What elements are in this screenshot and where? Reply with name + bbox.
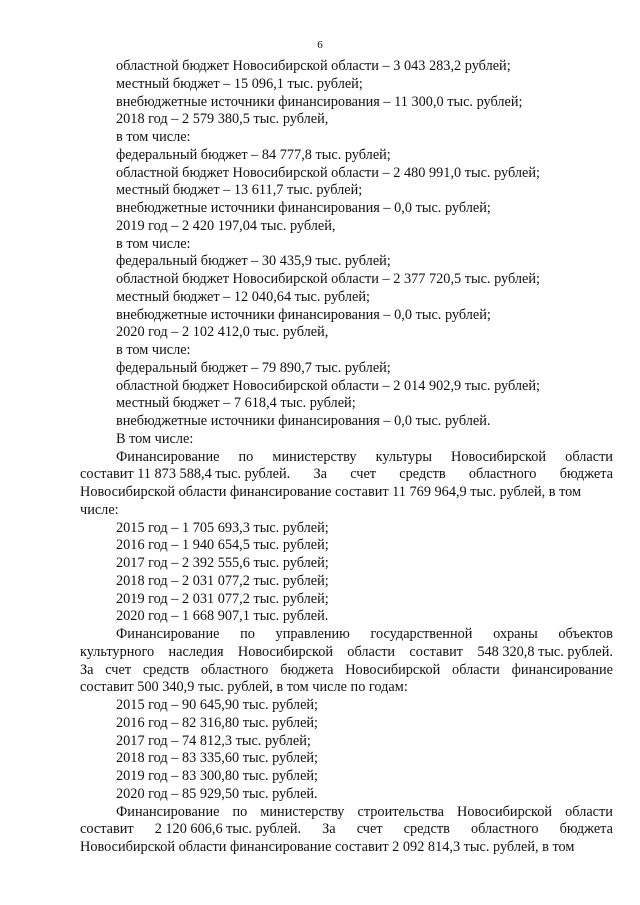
heritage-line-2: культурного наследия Новосибирской области составит 548 320,8 тыс. рублей. bbox=[80, 643, 613, 660]
heritage-funding-paragraph bbox=[80, 626, 613, 804]
heritage-line-4: составит 500 340,9 тыс. рублей, в том числе по годам: bbox=[80, 679, 408, 696]
heritage-year-line: 2017 год – 74 812,3 тыс. рублей; bbox=[116, 732, 311, 749]
construction-line-3: Новосибирской области финансирование составит 2 092 814,3 тыс. рублей, в том bbox=[80, 839, 575, 855]
page-number: 6 bbox=[317, 39, 323, 51]
construction-line-1: Финансирование по министерству строительства Новосибирской области bbox=[116, 803, 613, 820]
budget-line: В том числе: bbox=[116, 430, 194, 447]
budget-line: в том числе: bbox=[116, 235, 191, 252]
culture-year-line: 2018 год – 2 031 077,2 тыс. рублей; bbox=[116, 572, 329, 589]
budget-line: 2018 год – 2 579 380,5 тыс. рублей, bbox=[116, 111, 329, 128]
culture-year-line: 2020 год – 1 668 907,1 тыс. рублей. bbox=[116, 608, 329, 625]
culture-line-2: составит 11 873 588,4 тыс. рублей. За счет средств областного бюджета bbox=[80, 466, 613, 483]
budget-line: федеральный бюджет – 84 777,8 тыс. рублей; bbox=[116, 146, 391, 163]
construction-line-2: составит 2 120 606,6 тыс. рублей. За счет средств областного бюджета bbox=[80, 821, 613, 838]
budget-line: в том числе: bbox=[116, 342, 191, 358]
budget-line: местный бюджет – 15 096,1 тыс. рублей; bbox=[116, 75, 363, 92]
heritage-year-line: 2016 год – 82 316,80 тыс. рублей; bbox=[116, 714, 319, 731]
budget-line: федеральный бюджет – 79 890,7 тыс. рублей; bbox=[116, 359, 391, 376]
culture-line-1: Финансирование по министерству культуры Новосибирской области bbox=[116, 448, 613, 465]
budget-line: внебюджетные источники финансирования – 11 300,0 тыс. рублей; bbox=[116, 93, 523, 110]
budget-breakdown bbox=[80, 58, 613, 449]
heritage-year-line: 2019 год – 83 300,80 тыс. рублей; bbox=[116, 768, 319, 784]
budget-line: внебюджетные источники финансирования – 0,0 тыс. рублей; bbox=[116, 200, 491, 216]
budget-line: областной бюджет Новосибирской области – 2 480 991,0 тыс. рублей; bbox=[116, 164, 541, 181]
culture-year-line: 2017 год – 2 392 555,6 тыс. рублей; bbox=[116, 555, 329, 571]
heritage-year-line: 2018 год – 83 335,60 тыс. рублей; bbox=[116, 750, 319, 767]
heritage-line-3: За счет средств областного бюджета Новосибирской области финансирование bbox=[80, 661, 613, 678]
budget-line: 2019 год – 2 420 197,04 тыс. рублей, bbox=[116, 217, 336, 234]
budget-line: местный бюджет – 12 040,64 тыс. рублей; bbox=[116, 288, 370, 305]
heritage-line-1: Финансирование по управлению государственной охраны объектов bbox=[116, 626, 613, 642]
culture-year-line: 2015 год – 1 705 693,3 тыс. рублей; bbox=[116, 519, 329, 536]
budget-line: местный бюджет – 7 618,4 тыс. рублей; bbox=[116, 395, 356, 412]
culture-year-line: 2016 год – 1 940 654,5 тыс. рублей; bbox=[116, 537, 329, 554]
budget-line: областной бюджет Новосибирской области – 3 043 283,2 рублей; bbox=[116, 58, 511, 74]
heritage-years-list bbox=[80, 697, 613, 804]
document-body bbox=[80, 58, 613, 857]
culture-year-line: 2019 год – 2 031 077,2 тыс. рублей; bbox=[116, 590, 329, 607]
budget-line: 2020 год – 2 102 412,0 тыс. рублей, bbox=[116, 324, 329, 341]
budget-line: местный бюджет – 13 611,7 тыс. рублей; bbox=[116, 182, 363, 199]
culture-line-3: Новосибирской области финансирование составит 11 769 964,9 тыс. рублей, в том bbox=[80, 484, 582, 500]
budget-line: внебюджетные источники финансирования – 0,0 тыс. рублей. bbox=[116, 413, 491, 429]
budget-line: областной бюджет Новосибирской области – 2 377 720,5 тыс. рублей; bbox=[116, 271, 541, 287]
budget-line: внебюджетные источники финансирования – 0,0 тыс. рублей; bbox=[116, 306, 491, 323]
culture-line-4: числе: bbox=[80, 501, 119, 518]
budget-line: в том числе: bbox=[116, 129, 191, 145]
budget-line: федеральный бюджет – 30 435,9 тыс. рублей; bbox=[116, 253, 391, 270]
culture-funding-paragraph bbox=[80, 449, 613, 627]
construction-funding-paragraph bbox=[80, 804, 613, 857]
heritage-year-line: 2020 год – 85 929,50 тыс. рублей. bbox=[116, 785, 318, 802]
budget-line: областной бюджет Новосибирской области – 2 014 902,9 тыс. рублей; bbox=[116, 377, 541, 394]
heritage-year-line: 2015 год – 90 645,90 тыс. рублей; bbox=[116, 697, 319, 713]
culture-years-list bbox=[80, 520, 613, 627]
